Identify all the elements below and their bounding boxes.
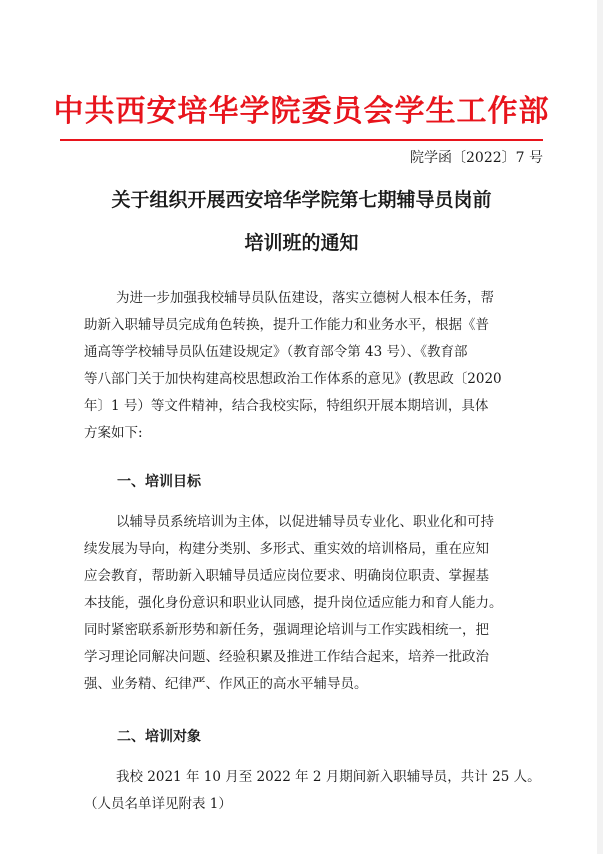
intro-line: 年〕1 号）等文件精神，结合我校实际，特组织开展本期培训，具体 bbox=[84, 398, 489, 414]
targets-line: （人员名单详见附表 1） bbox=[84, 796, 232, 812]
letterhead-title: 中共西安培华学院委员会学生工作部 bbox=[53, 94, 550, 129]
intro-line: 助新入职辅导员完成角色转换，提升工作能力和业务水平，根据《普 bbox=[84, 317, 489, 333]
goals-paragraph bbox=[84, 509, 544, 698]
intro-line: 通高等学校辅导员队伍建设规定》（教育部令第 43 号）、《教育部 bbox=[84, 344, 468, 360]
document-title-line-1: 关于组织开展西安培华学院第七期辅导员岗前 bbox=[111, 189, 492, 211]
goals-line: 应会教育，帮助新入职辅导员适应岗位要求、明确岗位职责、掌握基 bbox=[84, 568, 489, 584]
document-title-line-2: 培训班的通知 bbox=[244, 232, 359, 254]
goals-line: 同时紧密联系新形势和新任务，强调理论培训与工作实践相统一，把 bbox=[84, 622, 489, 638]
section-heading-goals: 一、培训目标 bbox=[117, 474, 201, 490]
goals-line: 学习理论同解决问题、经验积累及推进工作结合起来，培养一批政治 bbox=[84, 649, 489, 665]
intro-line: 方案如下: bbox=[84, 425, 143, 441]
goals-line: 续发展为导向，构建分类别、多形式、重实效的培训格局，重在应知 bbox=[84, 541, 489, 557]
intro-line: 为进一步加强我校辅导员队伍建设，落实立德树人根本任务，帮 bbox=[116, 290, 494, 306]
page-edge-shadow bbox=[597, 0, 603, 854]
goals-line: 以辅导员系统培训为主体，以促进辅导员专业化、职业化和可持 bbox=[116, 514, 494, 530]
document-number: 院学函〔2022〕7 号 bbox=[410, 150, 543, 166]
targets-line: 我校 2021 年 10 月至 2022 年 2 月期间新入职辅导员，共计 25 人。 bbox=[116, 769, 541, 785]
goals-line: 强、业务精、纪律严、作风正的高水平辅导员。 bbox=[84, 676, 368, 692]
goals-line: 本技能，强化身份意识和职业认同感，提升岗位适应能力和育人能力。 bbox=[84, 595, 503, 611]
intro-paragraph bbox=[84, 285, 544, 447]
intro-line: 等八部门关于加快构建高校思想政治工作体系的意见》(教思政〔2020 bbox=[84, 371, 502, 387]
letterhead-red-rule bbox=[60, 139, 543, 141]
targets-paragraph bbox=[84, 764, 544, 818]
section-heading-targets: 二、培训对象 bbox=[117, 729, 201, 745]
